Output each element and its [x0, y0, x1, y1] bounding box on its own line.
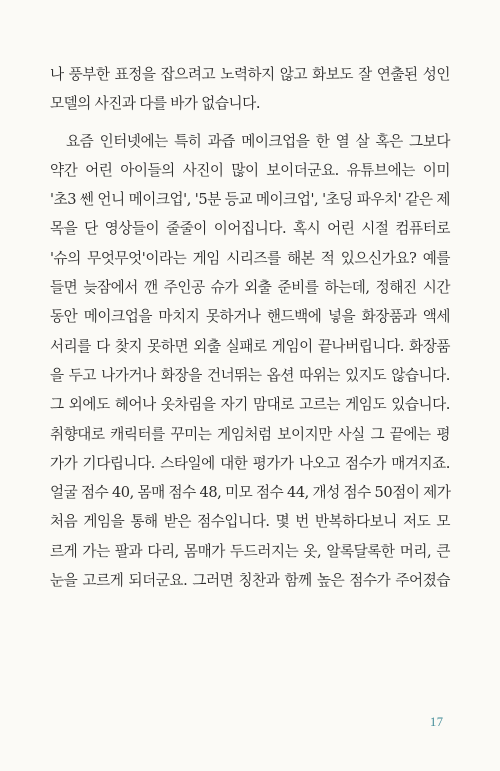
text-line: 얼굴 점수 40, 몸매 점수 48, 미모 점수 44, 개성 점수 50점이 제가 — [50, 484, 451, 502]
text-line: '초3 쎈 언니 메이크업', '5분 등교 메이크업', '초딩 파우치' 같은 제 — [50, 191, 450, 209]
text-line: 취향대로 캐릭터를 꾸미는 게임처럼 보이지만 사실 그 끝에는 평 — [50, 425, 450, 443]
text-line: 을 두고 나가거나 화장을 건너뛰는 옵션 따위는 있지도 않습니다. — [50, 366, 450, 384]
text-line: 그 외에도 헤어나 옷차림을 자기 맘대로 고르는 게임도 있습니다. — [50, 396, 450, 414]
text-line: 눈을 고르게 되더군요. 그러면 칭찬과 함께 높은 점수가 주어졌습 — [50, 572, 450, 590]
paragraph-continuation — [50, 60, 450, 119]
text-line: 처음 게임을 통해 받은 점수입니다. 몇 번 반복하다보니 저도 모 — [50, 513, 450, 531]
text-line: 르게 가는 팔과 다리, 몸매가 두드러지는 옷, 알록달록한 머리, 큰 — [50, 542, 450, 560]
text-line: 목을 단 영상들이 줄줄이 이어집니다. 혹시 어린 시절 컴퓨터로 — [50, 220, 450, 238]
text-line: 모델의 사진과 다를 바가 없습니다. — [50, 95, 261, 113]
paragraph-gap — [50, 119, 450, 127]
text-line: 동안 메이크업을 마치지 못하거나 핸드백에 넣을 화장품과 액세 — [50, 308, 450, 326]
body-text — [50, 60, 450, 595]
text-line: 요즘 인터넷에는 특히 과즙 메이크업을 한 열 살 혹은 그보다 — [66, 132, 450, 150]
text-line: '슈의 무엇무엇'이라는 게임 시리즈를 해본 적 있으신가요? 예를 — [50, 249, 450, 267]
text-line: 가가 기다립니다. 스타일에 대한 평가가 나오고 점수가 매겨지죠. — [50, 454, 450, 472]
text-line: 나 풍부한 표정을 잡으려고 노력하지 않고 화보도 잘 연출된 성인 — [50, 66, 450, 83]
text-line: 약간 어린 아이들의 사진이 많이 보이더군요. 유튜브에는 이미 — [50, 161, 450, 179]
text-line: 들면 늦잠에서 깬 주인공 슈가 외출 준비를 하는데, 정해진 시간 — [50, 279, 450, 297]
text-line: 서리를 다 찾지 못하면 외출 실패로 게임이 끝나버립니다. 화장품 — [50, 337, 450, 355]
paragraph-main — [50, 127, 450, 596]
page-number: 17 — [430, 715, 444, 729]
